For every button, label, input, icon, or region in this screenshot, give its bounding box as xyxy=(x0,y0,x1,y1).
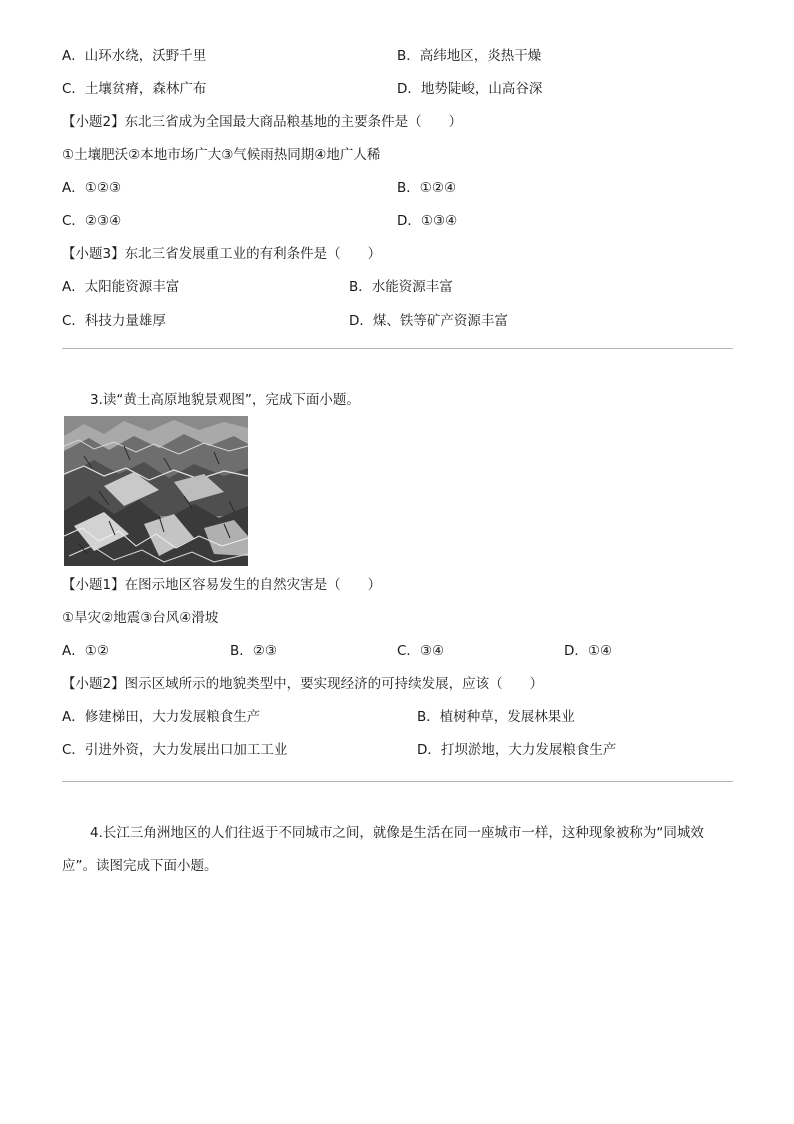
section-divider xyxy=(62,781,733,782)
option-c: C．②③④ xyxy=(62,213,122,229)
question-intro: 3.读“黄土高原地貌景观图”，完成下面小题。 xyxy=(90,392,360,408)
option-b: B．高纬地区，炎热干燥 xyxy=(397,48,542,64)
option-d: D．打坝淤地，大力发展粮食生产 xyxy=(417,742,617,758)
option-a: A．太阳能资源丰富 xyxy=(62,279,180,295)
question-stem: 【小题2】东北三省成为全国最大商品粮基地的主要条件是（ ） xyxy=(62,114,463,130)
loess-plateau-landscape-photo xyxy=(64,416,248,566)
option-d: D．煤、铁等矿产资源丰富 xyxy=(349,313,508,329)
option-b: B．①②④ xyxy=(397,180,457,196)
option-a: A．山环水绕，沃野千里 xyxy=(62,48,207,64)
option-c: C．土壤贫瘠，森林广布 xyxy=(62,81,207,97)
option-c: C．引进外资，大力发展出口加工工业 xyxy=(62,742,288,758)
option-a: A．①② xyxy=(62,643,109,659)
question-items: ①旱灾②地震③台风④滑坡 xyxy=(62,610,219,626)
section-divider xyxy=(62,348,733,349)
option-c: C．科技力量雄厚 xyxy=(62,313,166,329)
option-a: A．修建梯田，大力发展粮食生产 xyxy=(62,709,261,725)
question-stem: 【小题1】在图示地区容易发生的自然灾害是（ ） xyxy=(62,577,382,593)
question-intro: 4.长江三角洲地区的人们往返于不同城市之间，就像是生活在同一座城市一样，这种现象被称为“同城效 xyxy=(90,825,704,841)
option-b: B．②③ xyxy=(230,643,277,659)
option-d: D．①④ xyxy=(564,643,613,659)
option-c: C．③④ xyxy=(397,643,445,659)
question-intro-continued: 应”。读图完成下面小题。 xyxy=(62,858,218,874)
option-b: B．植树种草，发展林果业 xyxy=(417,709,575,725)
option-b: B．水能资源丰富 xyxy=(349,279,453,295)
question-stem: 【小题3】东北三省发展重工业的有利条件是（ ） xyxy=(62,246,382,262)
question-stem: 【小题2】图示区域所示的地貌类型中，要实现经济的可持续发展，应该（ ） xyxy=(62,676,544,692)
option-d: D．地势陡峻，山高谷深 xyxy=(397,81,543,97)
question-items: ①土壤肥沃②本地市场广大③气候雨热同期④地广人稀 xyxy=(62,147,381,163)
option-d: D．①③④ xyxy=(397,213,458,229)
option-a: A．①②③ xyxy=(62,180,122,196)
